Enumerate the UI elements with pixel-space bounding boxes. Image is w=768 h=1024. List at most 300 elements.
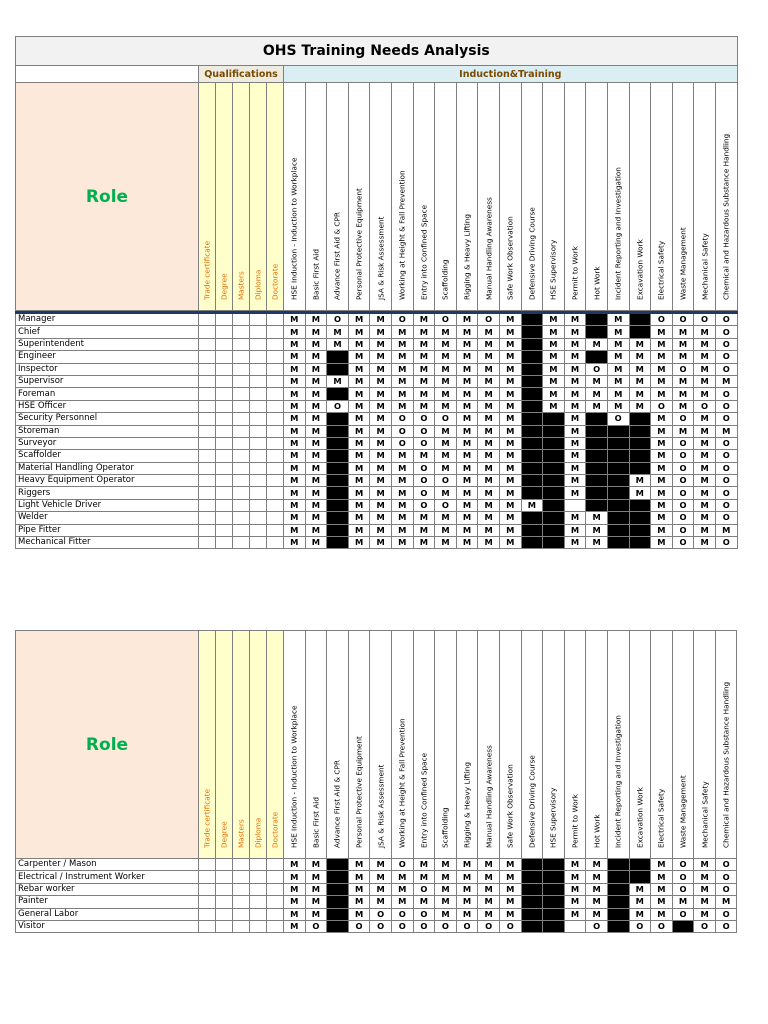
training-requirement-cell: M	[391, 512, 413, 524]
training-requirement-cell: M	[499, 363, 521, 375]
training-requirement-cell: M	[456, 499, 478, 511]
training-requirement-cell: M	[413, 859, 435, 871]
training-requirement-cell: M	[370, 326, 392, 338]
training-column-label: Basic First Aid	[311, 248, 321, 300]
training-requirement-cell	[543, 537, 565, 549]
training-requirement-cell	[629, 437, 651, 449]
table-row	[16, 326, 738, 338]
training-requirement-cell: M	[478, 499, 500, 511]
training-requirement-cell: M	[564, 512, 586, 524]
training-requirement-cell: M	[499, 351, 521, 363]
role-name: HSE Officer	[16, 400, 199, 412]
training-requirement-cell: M	[284, 512, 306, 524]
training-requirement-cell	[521, 512, 543, 524]
training-requirement-cell: M	[651, 375, 673, 387]
training-requirement-cell: M	[694, 871, 716, 883]
training-requirement-cell: O	[435, 499, 457, 511]
qualification-cell	[216, 487, 233, 499]
training-requirement-cell: M	[499, 400, 521, 412]
training-requirement-cell: M	[456, 413, 478, 425]
training-column-header	[607, 631, 629, 859]
training-requirement-cell: O	[715, 462, 737, 474]
training-requirement-cell: M	[305, 450, 327, 462]
training-requirement-cell: M	[564, 413, 586, 425]
training-requirement-cell	[586, 425, 608, 437]
training-requirement-cell: O	[672, 487, 694, 499]
training-column-label: Manual Handling Awareness	[483, 744, 493, 848]
training-requirement-cell: M	[478, 400, 500, 412]
training-requirement-cell: M	[305, 487, 327, 499]
training-requirement-cell: M	[499, 883, 521, 895]
training-requirement-cell: M	[348, 400, 370, 412]
training-requirement-cell: M	[370, 487, 392, 499]
training-column-header	[586, 631, 608, 859]
training-column-label: Scaffolding	[440, 807, 450, 848]
training-requirement-cell: M	[694, 908, 716, 920]
training-requirement-cell: M	[651, 524, 673, 536]
qualification-cell	[267, 425, 284, 437]
training-requirement-cell: M	[499, 388, 521, 400]
training-requirement-cell: M	[305, 896, 327, 908]
training-requirement-cell: M	[284, 499, 306, 511]
training-requirement-cell: M	[348, 338, 370, 350]
role-name: Painter	[16, 896, 199, 908]
training-requirement-cell: O	[305, 920, 327, 932]
training-column-label: Safe Work Observation	[505, 215, 515, 300]
training-requirement-cell: M	[284, 896, 306, 908]
training-column-label: Rigging & Heavy Lifting	[462, 213, 472, 300]
training-requirement-cell	[629, 499, 651, 511]
qualification-cell	[250, 375, 267, 387]
training-requirement-cell: M	[370, 351, 392, 363]
training-requirement-cell: O	[413, 908, 435, 920]
training-requirement-cell: M	[564, 908, 586, 920]
qualification-cell	[199, 314, 216, 326]
qualification-cell	[216, 524, 233, 536]
training-requirement-cell: O	[435, 475, 457, 487]
training-requirement-cell: M	[564, 462, 586, 474]
training-requirement-cell: M	[370, 475, 392, 487]
training-requirement-cell: M	[586, 537, 608, 549]
table-row	[16, 883, 737, 895]
qualification-cell	[267, 475, 284, 487]
training-requirement-cell: M	[456, 326, 478, 338]
qualification-cell	[216, 896, 233, 908]
training-requirement-cell: O	[715, 413, 737, 425]
training-column-label: Basic First Aid	[311, 796, 321, 848]
table-row	[16, 375, 738, 387]
qualification-column-label: Masters	[236, 818, 246, 848]
training-requirement-cell: M	[456, 363, 478, 375]
training-requirement-cell: M	[499, 437, 521, 449]
training-requirement-cell: M	[456, 351, 478, 363]
training-requirement-cell: M	[284, 351, 306, 363]
role-name: Superintendent	[16, 338, 199, 350]
training-requirement-cell: M	[629, 896, 651, 908]
training-requirement-cell: M	[478, 437, 500, 449]
training-column-label: HSE Supervisory	[548, 239, 558, 300]
training-requirement-cell: M	[478, 462, 500, 474]
qualification-cell	[250, 871, 267, 883]
training-requirement-cell: M	[305, 413, 327, 425]
training-column-header	[327, 83, 349, 311]
training-requirement-cell: M	[651, 859, 673, 871]
qualification-cell	[216, 475, 233, 487]
training-requirement-cell: O	[370, 908, 392, 920]
training-column-label: Excavation Work	[635, 786, 645, 848]
training-column-header	[499, 631, 521, 859]
qualification-cell	[267, 450, 284, 462]
qualification-cell	[250, 537, 267, 549]
training-requirement-cell: M	[694, 537, 716, 549]
qualification-cell	[233, 499, 250, 511]
training-requirement-cell: M	[435, 425, 457, 437]
training-requirement-cell	[607, 524, 629, 536]
training-requirement-cell: O	[715, 499, 737, 511]
training-requirement-cell: M	[586, 896, 608, 908]
training-requirement-cell: O	[391, 425, 413, 437]
qualification-cell	[199, 883, 216, 895]
training-requirement-cell: M	[499, 413, 521, 425]
training-requirement-cell: M	[305, 400, 327, 412]
training-column-label: HSE Induction - Induction to Workplace	[289, 705, 299, 848]
training-requirement-cell: M	[456, 859, 478, 871]
training-requirement-cell: M	[456, 462, 478, 474]
table-row	[16, 425, 738, 437]
training-requirement-cell: O	[348, 920, 370, 932]
qualification-cell	[216, 499, 233, 511]
training-requirement-cell: M	[499, 537, 521, 549]
qualification-cell	[233, 413, 250, 425]
training-requirement-cell	[521, 400, 543, 412]
qualification-cell	[216, 437, 233, 449]
training-requirement-cell: M	[478, 338, 500, 350]
training-requirement-cell: O	[672, 363, 694, 375]
qualification-cell	[199, 338, 216, 350]
training-requirement-cell	[521, 413, 543, 425]
training-requirement-cell: M	[327, 326, 349, 338]
training-requirement-cell: M	[284, 413, 306, 425]
training-requirement-cell: M	[694, 524, 716, 536]
training-requirement-cell: O	[327, 400, 349, 412]
role-name: Pipe Fitter	[16, 524, 199, 536]
training-requirement-cell	[586, 450, 608, 462]
training-requirement-cell: M	[564, 896, 586, 908]
training-requirement-cell: M	[348, 524, 370, 536]
qualification-cell	[233, 537, 250, 549]
training-requirement-cell	[543, 437, 565, 449]
qualification-cell	[250, 326, 267, 338]
qualification-cell	[233, 920, 250, 932]
training-requirement-cell	[629, 512, 651, 524]
training-requirement-cell: M	[478, 487, 500, 499]
qualification-cell	[233, 883, 250, 895]
training-requirement-cell: M	[435, 462, 457, 474]
training-requirement-cell: M	[370, 883, 392, 895]
training-requirement-cell	[327, 524, 349, 536]
training-requirement-cell: O	[672, 859, 694, 871]
training-requirement-cell: M	[651, 437, 673, 449]
qualification-cell	[233, 363, 250, 375]
qualification-column-header	[267, 631, 284, 859]
training-column-label: JSA & Risk Assessment	[376, 216, 386, 300]
qualification-column-header	[250, 83, 267, 311]
training-requirement-cell	[586, 499, 608, 511]
role-name: Riggers	[16, 487, 199, 499]
role-name: Engineer	[16, 351, 199, 363]
training-requirement-cell: M	[435, 437, 457, 449]
training-requirement-cell: M	[348, 437, 370, 449]
training-column-header	[305, 83, 327, 311]
training-requirement-cell: M	[435, 883, 457, 895]
training-requirement-cell: M	[543, 363, 565, 375]
training-column-header	[284, 83, 306, 311]
qualification-cell	[216, 400, 233, 412]
training-requirement-cell: O	[715, 920, 737, 932]
training-requirement-cell: M	[435, 338, 457, 350]
qualification-cell	[267, 487, 284, 499]
training-requirement-cell: M	[370, 338, 392, 350]
training-requirement-cell: M	[284, 524, 306, 536]
training-requirement-cell	[607, 437, 629, 449]
training-requirement-cell: M	[543, 375, 565, 387]
training-requirement-cell	[607, 462, 629, 474]
role-name: Surveyor	[16, 437, 199, 449]
training-requirement-cell: M	[456, 524, 478, 536]
training-requirement-cell: M	[305, 437, 327, 449]
qualification-column-header	[233, 83, 250, 311]
training-requirement-cell: M	[370, 314, 392, 326]
training-requirement-cell: M	[456, 908, 478, 920]
training-requirement-cell	[521, 314, 543, 326]
training-column-header	[521, 83, 543, 311]
role-name: Light Vehicle Driver	[16, 499, 199, 511]
training-requirement-cell	[521, 462, 543, 474]
qualification-cell	[216, 920, 233, 932]
training-requirement-cell	[327, 413, 349, 425]
training-requirement-cell	[521, 326, 543, 338]
role-header: Role	[16, 83, 199, 311]
training-requirement-cell	[543, 425, 565, 437]
training-requirement-cell: M	[370, 537, 392, 549]
training-requirement-cell: M	[629, 400, 651, 412]
training-requirement-cell: M	[327, 338, 349, 350]
training-requirement-cell: M	[284, 462, 306, 474]
training-requirement-cell: M	[564, 375, 586, 387]
training-requirement-cell: M	[694, 859, 716, 871]
training-requirement-cell: M	[499, 896, 521, 908]
role-name: Scaffolder	[16, 450, 199, 462]
training-requirement-cell	[521, 920, 543, 932]
training-requirement-cell: O	[327, 314, 349, 326]
training-requirement-cell	[607, 499, 629, 511]
qualification-cell	[216, 883, 233, 895]
training-requirement-cell: M	[370, 524, 392, 536]
qualification-cell	[267, 896, 284, 908]
training-requirement-cell: M	[284, 871, 306, 883]
training-requirement-cell: M	[435, 524, 457, 536]
training-column-label: Advance First Aid & CPR	[332, 211, 342, 300]
training-requirement-cell: M	[284, 450, 306, 462]
training-requirement-cell: M	[413, 375, 435, 387]
training-requirement-cell	[607, 487, 629, 499]
training-column-label: Personal Protective Equipment	[354, 735, 364, 848]
training-column-header	[715, 83, 737, 311]
training-requirement-cell: M	[413, 537, 435, 549]
qualification-cell	[250, 462, 267, 474]
training-requirement-cell	[327, 512, 349, 524]
training-column-label: JSA & Risk Assessment	[376, 764, 386, 848]
training-column-label: HSE Induction - Induction to Workplace	[289, 157, 299, 300]
training-requirement-cell: M	[478, 896, 500, 908]
training-requirement-cell: O	[672, 908, 694, 920]
training-requirement-cell: M	[586, 883, 608, 895]
training-requirement-cell	[629, 450, 651, 462]
training-requirement-cell: M	[651, 537, 673, 549]
training-requirement-cell: M	[456, 388, 478, 400]
qualification-cell	[267, 859, 284, 871]
training-requirement-cell: M	[456, 314, 478, 326]
training-requirement-cell: M	[694, 326, 716, 338]
training-requirement-cell: M	[305, 326, 327, 338]
training-requirement-cell: M	[651, 487, 673, 499]
training-requirement-cell: M	[370, 437, 392, 449]
sheet-title: OHS Training Needs Analysis	[16, 37, 738, 66]
training-requirement-cell: M	[348, 512, 370, 524]
training-requirement-cell: M	[543, 351, 565, 363]
training-requirement-cell: M	[478, 351, 500, 363]
training-column-header	[629, 83, 651, 311]
qualification-cell	[250, 388, 267, 400]
training-requirement-cell: M	[413, 400, 435, 412]
qualification-cell	[199, 908, 216, 920]
qualification-cell	[233, 908, 250, 920]
training-requirement-cell: M	[370, 462, 392, 474]
training-requirement-cell: O	[413, 883, 435, 895]
training-requirement-cell: O	[715, 512, 737, 524]
role-name: Electrical / Instrument Worker	[16, 871, 199, 883]
training-requirement-cell: O	[672, 450, 694, 462]
training-requirement-cell: M	[370, 400, 392, 412]
training-requirement-cell: M	[348, 462, 370, 474]
qualification-cell	[267, 413, 284, 425]
training-requirement-cell: M	[284, 487, 306, 499]
training-requirement-cell: M	[499, 475, 521, 487]
training-requirement-cell: M	[564, 524, 586, 536]
training-requirement-cell	[327, 437, 349, 449]
qualification-cell	[216, 450, 233, 462]
qualification-cell	[216, 425, 233, 437]
training-requirement-cell: M	[284, 338, 306, 350]
training-requirement-cell: M	[435, 450, 457, 462]
training-requirement-cell: M	[607, 388, 629, 400]
qualification-cell	[233, 487, 250, 499]
training-requirement-cell: O	[391, 314, 413, 326]
training-requirement-cell: M	[651, 326, 673, 338]
training-column-label: Rigging & Heavy Lifting	[462, 761, 472, 848]
training-requirement-cell: O	[715, 363, 737, 375]
training-requirement-cell: O	[715, 487, 737, 499]
qualification-column-header	[250, 631, 267, 859]
training-column-label: Scaffolding	[440, 259, 450, 300]
training-requirement-cell: M	[284, 908, 306, 920]
training-requirement-cell: O	[715, 388, 737, 400]
training-requirement-cell: M	[370, 499, 392, 511]
training-requirement-cell: O	[435, 413, 457, 425]
training-requirement-cell: O	[672, 462, 694, 474]
training-requirement-cell: O	[478, 920, 500, 932]
training-requirement-cell	[629, 537, 651, 549]
training-requirement-cell: O	[715, 475, 737, 487]
qualification-cell	[199, 388, 216, 400]
training-requirement-cell: M	[391, 499, 413, 511]
training-requirement-cell	[521, 388, 543, 400]
training-requirement-cell: O	[715, 859, 737, 871]
training-requirement-cell: M	[284, 475, 306, 487]
qualification-column-header	[267, 83, 284, 311]
training-requirement-cell	[607, 920, 629, 932]
training-requirement-cell: O	[435, 314, 457, 326]
training-requirement-cell: M	[478, 363, 500, 375]
qualification-column-label: Trade certificate	[202, 240, 212, 300]
training-requirement-cell: M	[305, 537, 327, 549]
table-row	[16, 462, 738, 474]
training-requirement-cell: M	[391, 351, 413, 363]
training-requirement-cell: M	[348, 314, 370, 326]
qualification-cell	[216, 388, 233, 400]
training-requirement-cell: M	[651, 450, 673, 462]
training-requirement-cell: M	[284, 920, 306, 932]
qualification-cell	[233, 512, 250, 524]
training-requirement-cell	[543, 908, 565, 920]
training-requirement-cell: M	[284, 537, 306, 549]
table-row	[16, 314, 738, 326]
training-column-label: Incident Reporting and Investigation	[613, 166, 623, 300]
role-name: Carpenter / Mason	[16, 859, 199, 871]
training-requirement-cell: M	[456, 400, 478, 412]
qualification-cell	[233, 425, 250, 437]
training-requirement-cell: M	[564, 326, 586, 338]
training-requirement-cell	[586, 437, 608, 449]
training-requirement-cell: M	[284, 400, 306, 412]
training-requirement-cell: O	[370, 920, 392, 932]
qualification-cell	[199, 537, 216, 549]
training-requirement-cell: M	[478, 375, 500, 387]
training-requirement-cell: M	[456, 425, 478, 437]
training-requirement-cell	[607, 908, 629, 920]
training-requirement-cell: M	[348, 859, 370, 871]
training-requirement-cell: M	[499, 499, 521, 511]
training-requirement-cell: M	[607, 338, 629, 350]
training-requirement-cell: M	[629, 375, 651, 387]
training-requirement-cell: M	[694, 338, 716, 350]
table-row	[16, 450, 738, 462]
qualification-cell	[233, 314, 250, 326]
training-requirement-cell: M	[284, 314, 306, 326]
table-row	[16, 388, 738, 400]
training-requirement-cell: M	[651, 512, 673, 524]
qualification-cell	[199, 487, 216, 499]
training-column-header	[327, 631, 349, 859]
qualification-cell	[199, 512, 216, 524]
qualification-cell	[199, 475, 216, 487]
training-requirement-cell: M	[348, 908, 370, 920]
training-requirement-cell: M	[478, 908, 500, 920]
qualification-cell	[250, 487, 267, 499]
training-requirement-cell: O	[413, 487, 435, 499]
training-requirement-cell	[543, 499, 565, 511]
qualification-cell	[250, 425, 267, 437]
